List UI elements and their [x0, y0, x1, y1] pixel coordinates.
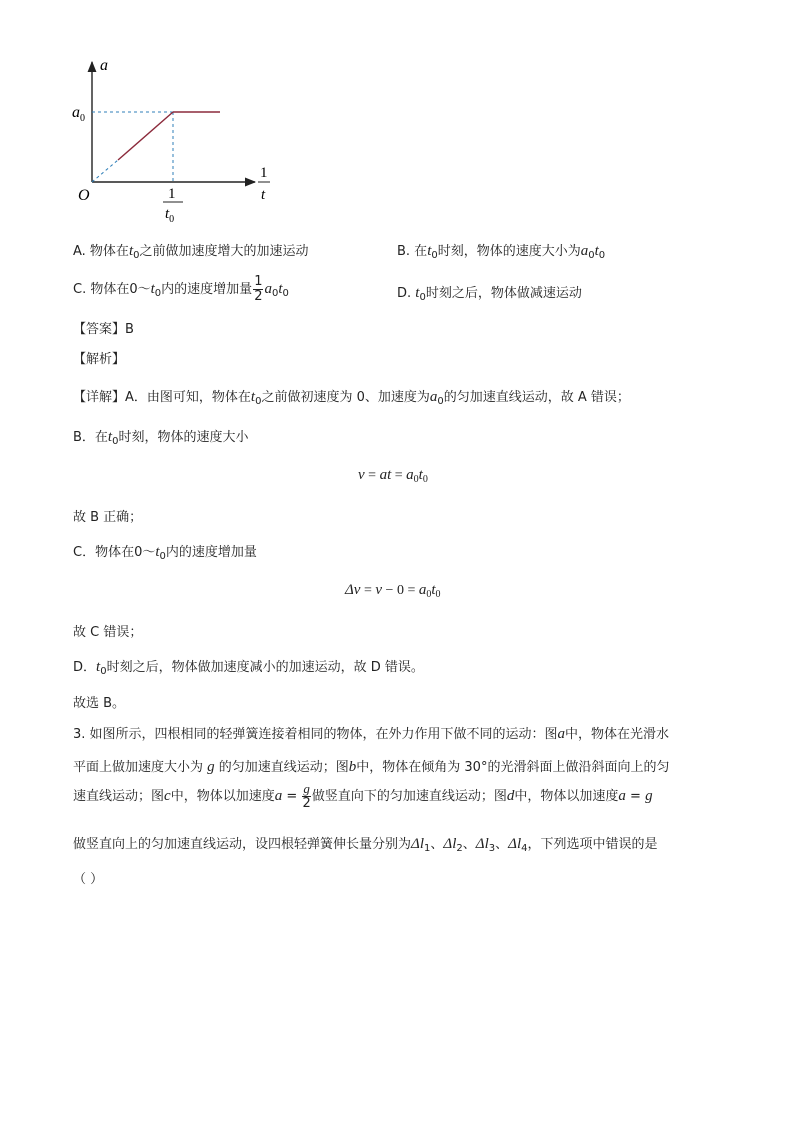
g-over-2-fraction: $\frac{g}{2}$ — [302, 781, 311, 811]
a0-label: $a_0$ — [72, 104, 85, 124]
question3-blank: （ ） — [73, 872, 104, 887]
detail-c-intro: C．物体在$0\sim t_0$内的速度增加量 — [73, 544, 257, 562]
origin-label: O — [78, 187, 90, 204]
detail-b-conclusion: 故 B 正确； — [73, 510, 143, 525]
equation-delta-v: $\Delta v = v - 0 = a_0t_0$ — [345, 582, 441, 600]
answer-line — [73, 318, 134, 337]
final-answer: 故选 B。 — [73, 696, 126, 711]
tick-denominator: $t_0$ — [165, 206, 175, 225]
detail-c-conclusion: 故 C 错误； — [73, 625, 143, 640]
answer-value: B — [125, 322, 134, 337]
one-half-fraction: $\frac{1}{2}$ — [254, 274, 263, 304]
analysis-label: 【解析】 — [73, 352, 126, 367]
tick-numerator: 1 — [168, 186, 176, 202]
detail-d: D．$t_0$时刻之后，物体做加速度减小的加速运动，故 D 错误。 — [73, 659, 424, 677]
x-axis-denominator: t — [261, 187, 266, 203]
equation-velocity: v = at = $a_0t_0$ — [358, 467, 428, 485]
question3-line4: 做竖直向上的匀加速直线运动，设四根轻弹簧伸长量分别为$\Delta l_1$、$\Delta l_2$、$\Delta l_3$、$\Delta l_4$，下列选项中错误的是 — [73, 836, 658, 854]
question3-line3: 速直线运动；图c中，物体以加速度a = $\frac{g}{2}$ 做竖直向下的匀加速直线运动；图d中，物体以加速度a = g — [73, 781, 653, 811]
option-c: C. 物体在$0\sim t_0$内的速度增加量 $\frac{1}{2}$ $a_0t_0$ — [73, 274, 289, 304]
x-axis-numerator: 1 — [260, 165, 268, 181]
detail-b-intro: B．在$t_0$时刻，物体的速度大小 — [73, 429, 249, 447]
acceleration-graph — [60, 50, 290, 230]
option-b: B. 在$t_0$时刻，物体的速度大小为$a_0t_0$ — [397, 243, 606, 261]
answer-label: 【答案】 — [73, 322, 126, 337]
graph-rising-line — [118, 112, 173, 160]
y-axis-label: a — [100, 57, 108, 74]
detail-a: 【详解】A．由图可知，物体在$t_0$之前做初速度为 0、加速度为$a_0$的匀加速直线运动，故 A 错误； — [73, 389, 630, 407]
option-a: A. 物体在$t_0$之前做加速度增大的加速运动 — [73, 243, 309, 261]
extrapolated-line — [92, 160, 118, 182]
option-d: D. $t_0$时刻之后，物体做减速运动 — [397, 285, 582, 303]
question3-line2: 平面上做加速度大小为 g 的匀加速直线运动；图b中，物体在倾角为 30°的光滑斜面上做沿斜面向上的匀 — [73, 759, 670, 775]
question3-line1: 3. 如图所示，四根相同的轻弹簧连接着相同的物体，在外力作用下做不同的运动：图a中，物体在光滑水 — [73, 726, 670, 742]
